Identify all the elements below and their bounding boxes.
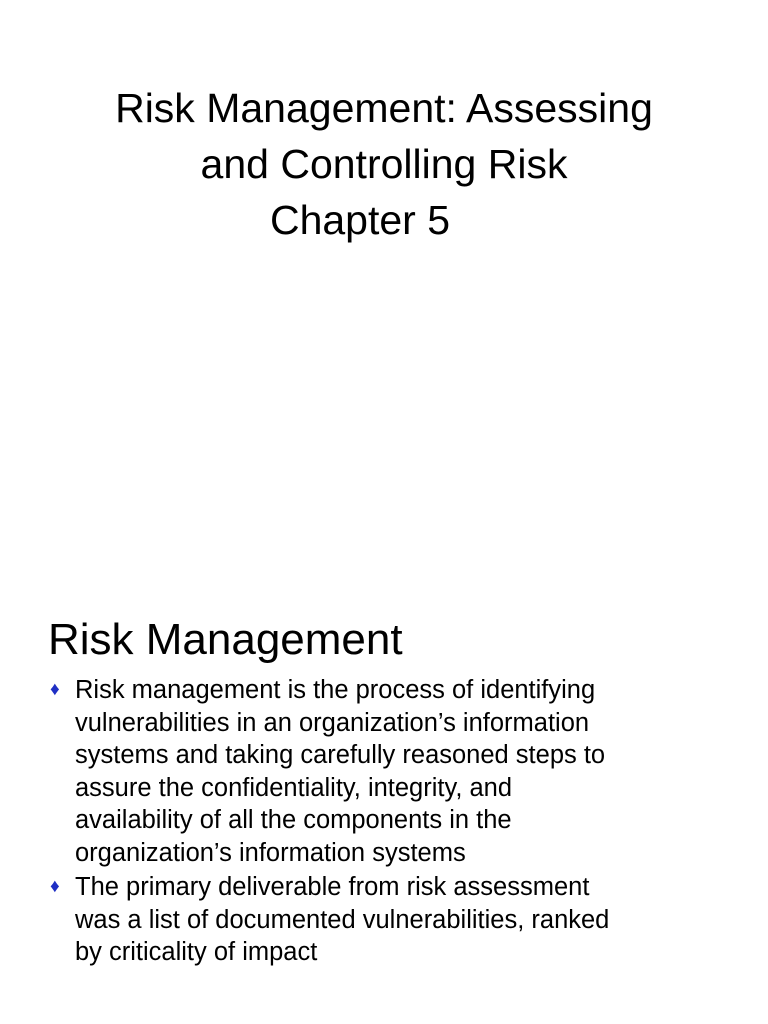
bullet-line: organization’s information systems — [75, 838, 466, 867]
slide-title — [0, 80, 768, 248]
bullet-line: was a list of documented vulnerabilities, ranked — [75, 905, 610, 934]
bullet-line: vulnerabilities in an organization’s information — [75, 708, 590, 737]
bullet-list — [48, 674, 748, 971]
diamond-bullet-icon: ♦ — [50, 876, 60, 897]
title-line: Risk Management: Assessing — [115, 85, 653, 131]
list-item — [48, 674, 748, 869]
diamond-bullet-icon: ♦ — [50, 679, 60, 700]
bullet-line: systems and taking carefully reasoned steps to — [75, 741, 606, 769]
title-line: Chapter 5 — [269, 197, 451, 243]
bullet-line: Risk management is the process of identifying — [75, 676, 596, 704]
bullet-line: availability of all the components in the — [75, 806, 512, 834]
slide-heading: Risk Management — [48, 615, 403, 664]
bullet-line: by criticality of impact — [75, 938, 318, 966]
list-item — [48, 871, 748, 969]
bullet-line: assure the confidentiality, integrity, and — [75, 773, 513, 802]
bullet-line: The primary deliverable from risk assessment — [75, 873, 590, 901]
title-line: and Controlling Risk — [200, 141, 568, 187]
content-slide — [0, 576, 768, 1024]
